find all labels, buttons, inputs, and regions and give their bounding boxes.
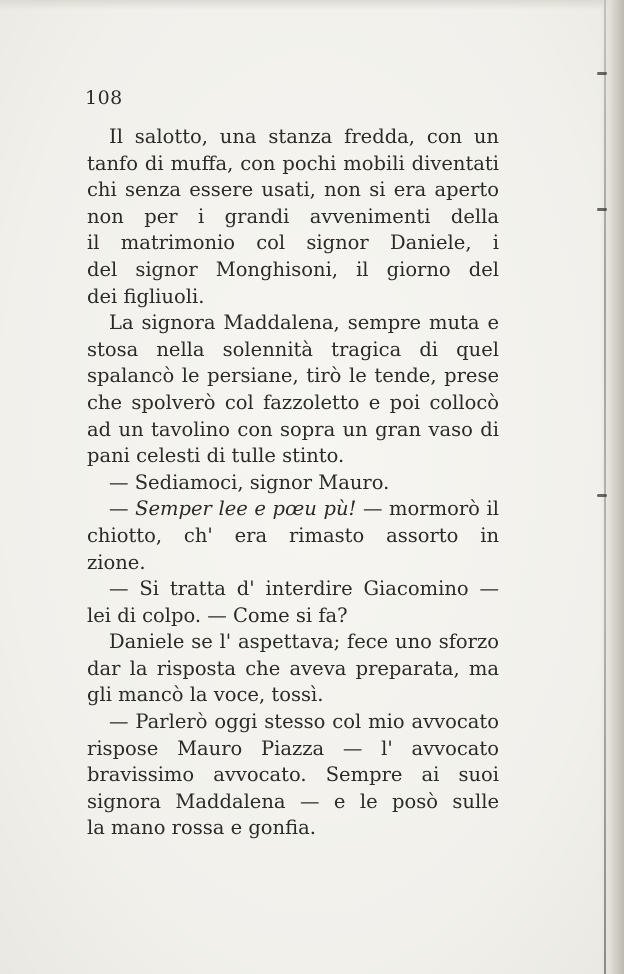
text-line-content: stosa nella solennità tragica di quel: [87, 337, 499, 361]
page-number: 108: [85, 87, 123, 109]
text-line: [87, 443, 499, 470]
binding-mark: [597, 208, 607, 211]
text-line: [87, 656, 499, 683]
text-line: [87, 310, 499, 337]
text-line-content: — Si tratta d' interdire Giacomino —: [109, 577, 499, 601]
text-line-content: tanfo di muffa, con pochi mobili diventati: [87, 151, 499, 175]
text-line: [87, 363, 499, 390]
text-line-content: rispose Mauro Piazza — l' avvocato: [87, 736, 499, 760]
text-line-content: non per i grandi avvenimenti della: [87, 204, 499, 228]
text-line: [87, 736, 499, 763]
body-text: [87, 124, 499, 842]
text-line: [87, 682, 499, 709]
binding-mark: [597, 72, 607, 75]
text-line-content: del signor Monghisoni, il giorno del: [87, 257, 499, 281]
text-line: [87, 257, 499, 284]
text-line-content: ad un tavolino con sopra un gran vaso di: [87, 417, 499, 441]
text-line-content: zione.: [87, 550, 146, 574]
text-line-content: spalancò le persiane, tirò le tende, prese: [87, 364, 499, 388]
text-line: [87, 762, 499, 789]
text-line: [87, 815, 499, 842]
text-line: [87, 789, 499, 816]
binding-stitch-line: [604, 0, 606, 974]
text-line-content: — Sediamoci, signor Mauro.: [109, 470, 390, 494]
text-line: [87, 337, 499, 364]
text-line: [87, 470, 499, 497]
text-line: [87, 390, 499, 417]
text-line-content: dar la risposta che aveva preparata, ma: [87, 656, 499, 680]
text-line-post: — mormorò il: [362, 497, 499, 521]
text-line-content: pani celesti di tulle stinto.: [87, 444, 345, 468]
text-line-content: — Parlerò oggi stesso col mio avvocato: [109, 710, 499, 734]
text-line: [87, 230, 499, 257]
text-line-content: Il salotto, una stanza fredda, con un: [109, 125, 499, 148]
text-line-content: la mano rossa e gonfia.: [87, 816, 316, 840]
text-line-content: lei di colpo. — Come si fa?: [87, 603, 348, 627]
italic-quote: Semper lee e pœu pù!: [135, 497, 357, 521]
binding-mark: [597, 494, 607, 497]
text-line: [87, 496, 499, 523]
text-line: [87, 151, 499, 178]
text-line-content: dei figliuoli.: [87, 284, 205, 308]
text-line: [87, 124, 499, 151]
page-top-edge: [0, 0, 624, 10]
text-line: [87, 709, 499, 736]
text-line: [87, 204, 499, 231]
text-line-content: [109, 496, 499, 523]
text-line-content: Daniele se l' aspettava; fece uno sforzo: [109, 630, 499, 654]
text-line: [87, 576, 499, 603]
text-line-content: che spolverò col fazzoletto e poi collocò: [87, 390, 499, 414]
text-line: [87, 629, 499, 656]
text-line: [87, 417, 499, 444]
text-line-content: chi senza essere usati, non si era aperto: [87, 178, 499, 202]
text-line-pre: —: [109, 497, 136, 521]
text-line-content: gli mancò la voce, tossì.: [87, 683, 324, 707]
text-line: [87, 603, 499, 630]
text-line-content: il matrimonio col signor Daniele, i: [87, 231, 499, 255]
text-line: [87, 550, 499, 577]
text-line-content: chiotto, ch' era rimasto assorto in: [87, 523, 499, 547]
text-line: [87, 177, 499, 204]
text-line-content: La signora Maddalena, sempre muta e: [109, 311, 499, 335]
text-line-content: signora Maddalena — e le posò sulle: [87, 789, 499, 813]
text-line: [87, 523, 499, 550]
text-line: [87, 284, 499, 311]
text-line-content: bravissimo avvocato. Sempre ai suoi: [87, 763, 499, 787]
